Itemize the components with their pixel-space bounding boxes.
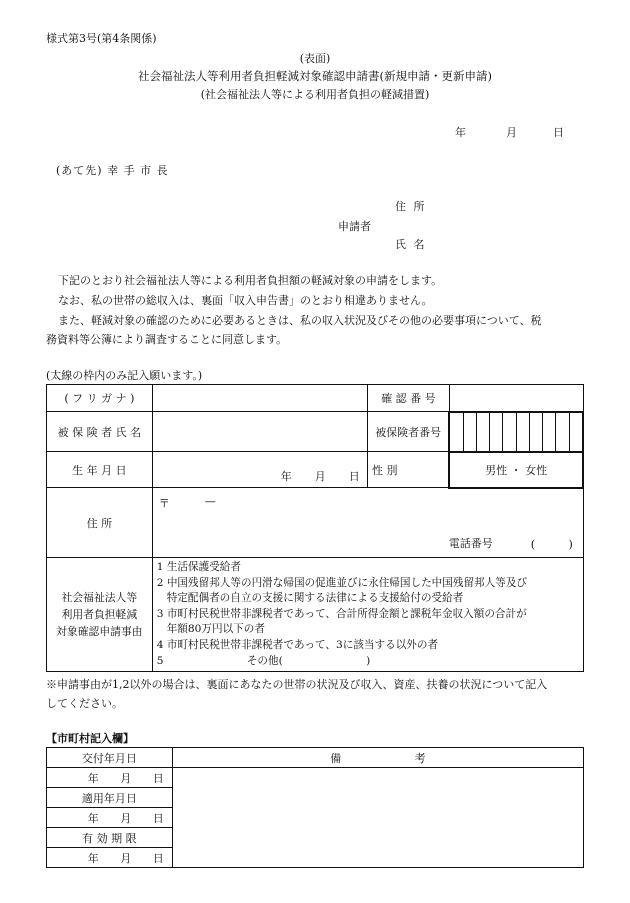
body-line-3: また、軽減対象の確認のために必要あるときは、私の収入状況及びその他の必要事項について、税 bbox=[58, 314, 542, 327]
apply-date-label: 適用年月日 bbox=[47, 788, 173, 808]
digit-box[interactable] bbox=[450, 413, 462, 451]
instruction: (太線の枠内のみ記入願います。) bbox=[46, 369, 203, 382]
insured-name-label: 被 保 険 者 氏 名 bbox=[47, 412, 153, 452]
confirm-number-label: 確 認 番 号 bbox=[368, 385, 450, 412]
birth-year-unit: 年 bbox=[280, 470, 292, 483]
reason-5[interactable]: 5 その他( ) bbox=[156, 654, 371, 667]
digit-box[interactable] bbox=[542, 413, 555, 451]
birth-month-unit: 月 bbox=[314, 470, 326, 483]
form-number: 様式第3号(第4条関係) bbox=[46, 32, 157, 45]
digit-box[interactable] bbox=[529, 413, 542, 451]
digit-box[interactable] bbox=[516, 413, 529, 451]
digit-box[interactable] bbox=[489, 413, 502, 451]
confirm-number-field bbox=[449, 385, 583, 412]
reason-4[interactable]: 4 市町村民税世帯非課税者であって、3に該当する以外の者 bbox=[156, 638, 439, 651]
digit-box[interactable] bbox=[555, 413, 568, 451]
expiry-label: 有 効 期 限 bbox=[47, 828, 173, 848]
birth-date-input[interactable] bbox=[152, 452, 367, 488]
phone-parens: ( ) bbox=[530, 538, 573, 551]
expiry-value: 年 月 日 bbox=[47, 848, 173, 868]
municipal-table bbox=[46, 747, 584, 868]
municipal-heading: 【市町村記入欄】 bbox=[46, 732, 134, 745]
page-subtitle: (社会福祉法人等による利用者負担の軽減措置) bbox=[200, 88, 430, 101]
digit-box[interactable] bbox=[502, 413, 515, 451]
date-year-unit: 年 bbox=[455, 126, 466, 139]
digit-box[interactable] bbox=[476, 413, 489, 451]
furigana-input[interactable] bbox=[152, 385, 367, 412]
date-day-unit: 日 bbox=[553, 126, 564, 139]
issue-date-label: 交付年月日 bbox=[47, 748, 173, 768]
insured-number-label: 被保険者番号 bbox=[368, 412, 450, 452]
digit-box[interactable] bbox=[463, 413, 476, 451]
phone-label: 電話番号 bbox=[448, 537, 493, 550]
applicant-name-label: 氏 名 bbox=[395, 238, 427, 251]
reason-options[interactable] bbox=[152, 558, 583, 672]
applicant-address-label: 住 所 bbox=[395, 200, 427, 213]
insured-number-input[interactable] bbox=[449, 412, 583, 452]
furigana-label: ( フ リ ガ ナ ) bbox=[47, 385, 153, 412]
page-title: 社会福祉法人等利用者負担軽減対象確認申請書(新規申請・更新申請) bbox=[138, 69, 492, 83]
reason-1[interactable]: 1 生活保護受給者 bbox=[156, 561, 241, 573]
digit-box[interactable] bbox=[569, 413, 582, 451]
birth-day-unit: 日 bbox=[348, 470, 360, 483]
reason-2[interactable]: 2 中国残留邦人等の円滑な帰国の促進並びに永住帰国した中国残留邦人等及び bbox=[156, 576, 528, 589]
issue-date-value: 年 月 日 bbox=[47, 768, 173, 788]
reason-3[interactable]: 3 市町村民税世帯非課税者であって、合計所得金額と課税年金収入額の合計が bbox=[156, 607, 527, 620]
sex-selector[interactable]: 男性 ・ 女性 bbox=[449, 452, 583, 488]
note-line-1: ※申請事由が1,2以外の場合は、裏面にあなたの世帯の状況及び収入、資産、扶養の状況について記入 bbox=[46, 678, 548, 691]
application-form bbox=[46, 384, 584, 672]
addressee: (あて先) 幸 手 市 長 bbox=[56, 164, 169, 177]
remarks-label: 備 考 bbox=[172, 748, 583, 768]
reason-2-cont: 特定配偶者の自立の支援に関する法律による支援給付の受給者 bbox=[166, 592, 464, 605]
reason-label: 社会福祉法人等 利用者負担軽減 対象確認申請事由 bbox=[47, 558, 153, 672]
body-line-4: 務資料等公簿により調査することに同意します。 bbox=[46, 333, 288, 346]
address-label: 住 所 bbox=[47, 488, 153, 558]
note-line-2: してください。 bbox=[46, 697, 123, 710]
body-line-2: なお、私の世帯の総収入は、裏面「収入申告書」のとおり相違ありません。 bbox=[58, 294, 433, 307]
remarks-area bbox=[172, 768, 583, 868]
side-label: (表面) bbox=[299, 52, 331, 65]
date-month-unit: 月 bbox=[506, 126, 517, 139]
postal-mark: 〒 bbox=[158, 496, 170, 510]
reason-3-cont: 年額80万円以下の者 bbox=[166, 623, 265, 636]
insured-name-input[interactable] bbox=[152, 412, 367, 452]
applicant-label: 申請者 bbox=[338, 220, 371, 233]
birth-date-label: 生 年 月 日 bbox=[47, 452, 153, 488]
address-input[interactable] bbox=[152, 488, 583, 558]
sex-label: 性 別 bbox=[368, 452, 450, 488]
postal-dash: — bbox=[204, 494, 216, 508]
apply-date-value: 年 月 日 bbox=[47, 808, 173, 828]
body-line-1: 下記のとおり社会福祉法人等による利用者負担額の軽減対象の申請をします。 bbox=[58, 274, 443, 287]
